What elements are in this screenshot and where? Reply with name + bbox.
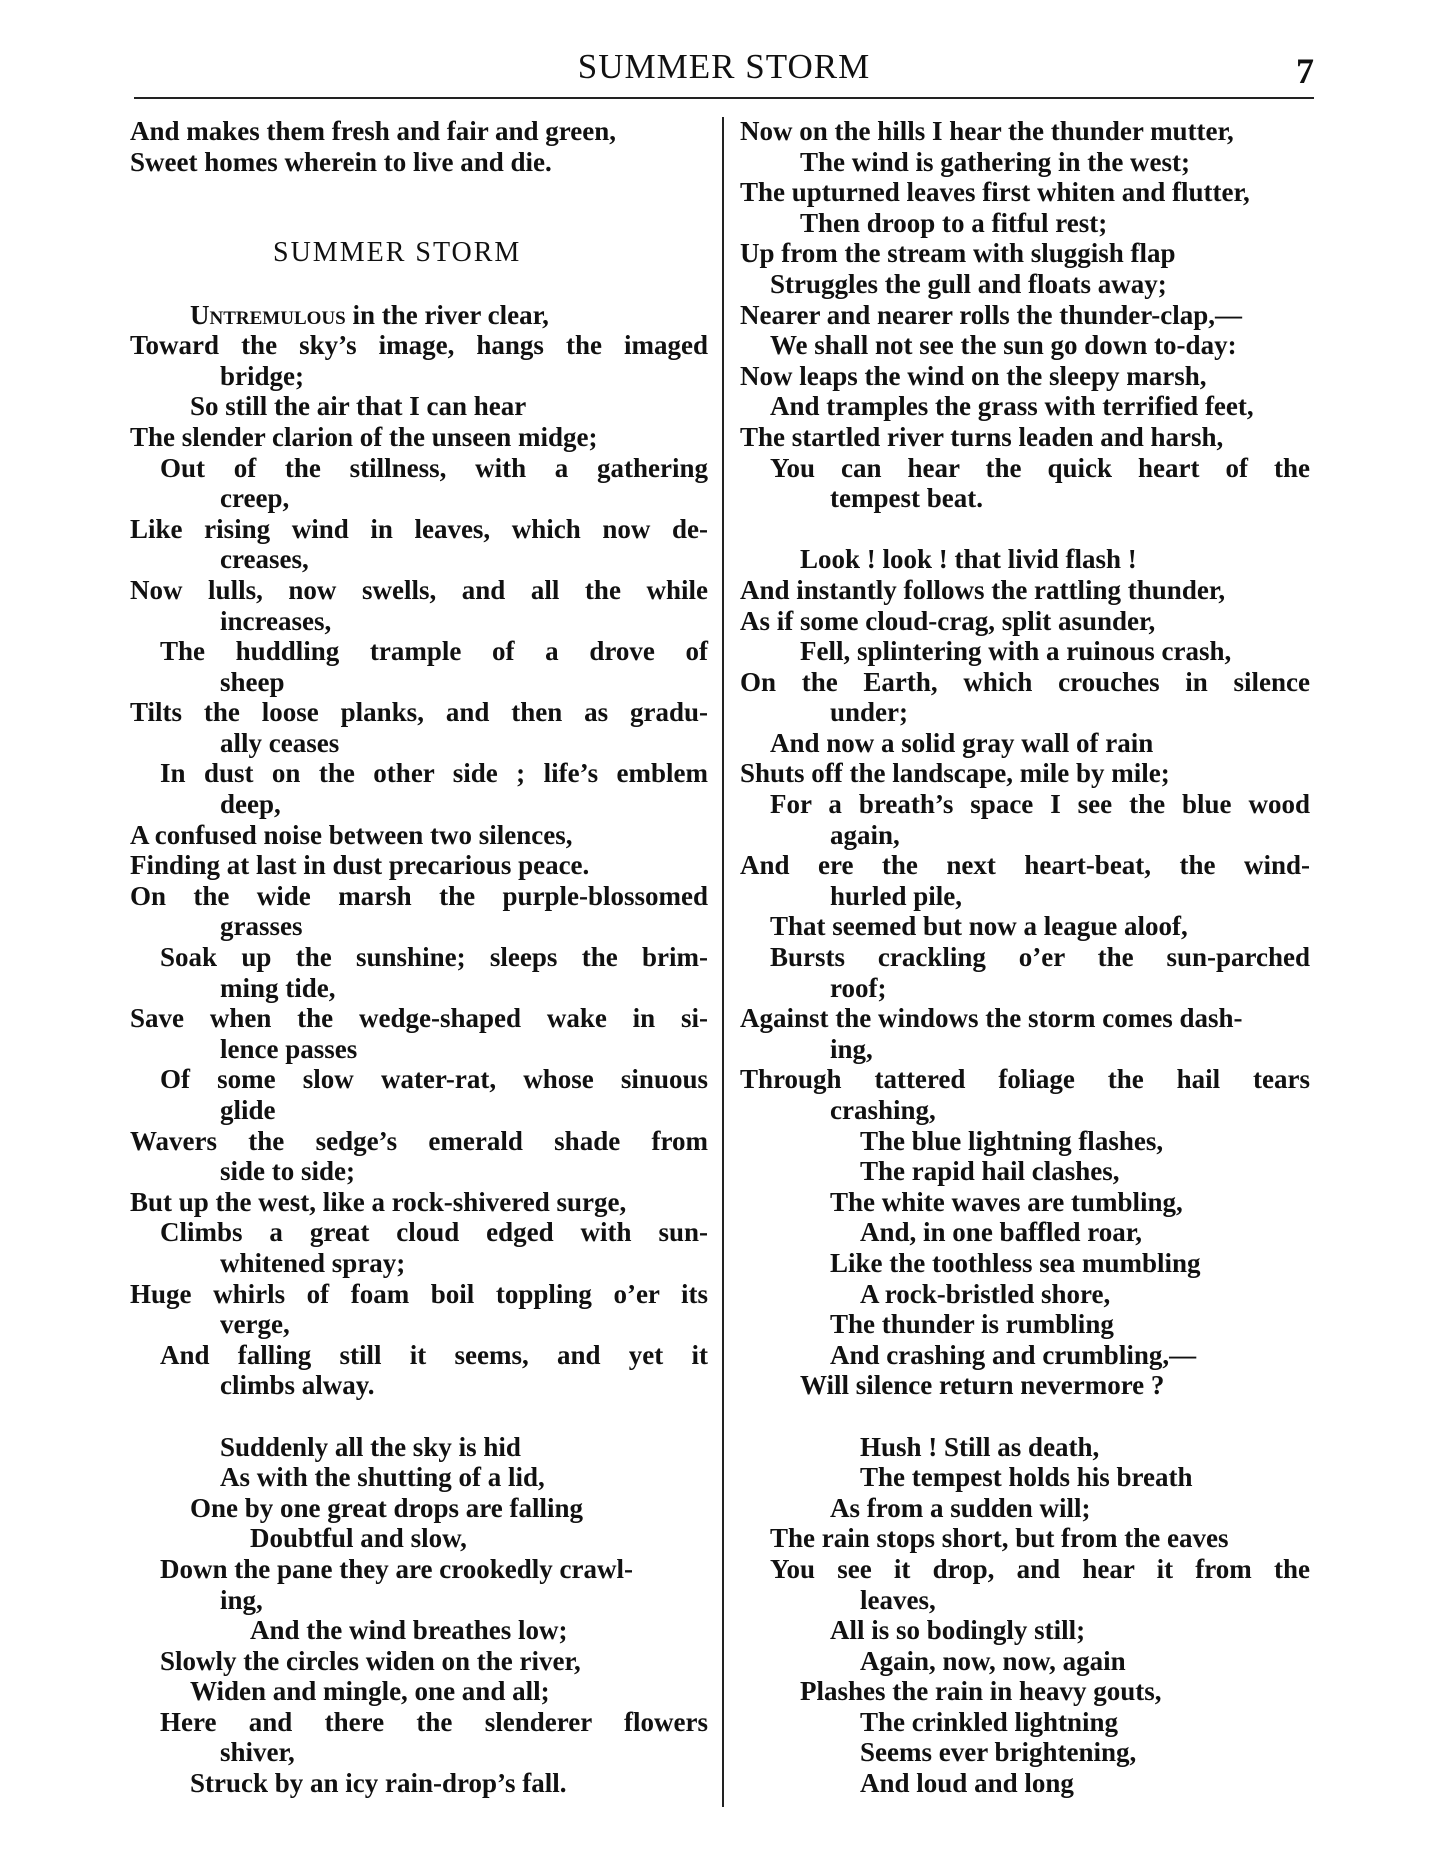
verse-line: The crinkled lightning: [860, 1706, 1119, 1737]
verse-line: Up from the stream with sluggish flap: [740, 238, 1176, 269]
column-divider: [722, 117, 724, 1807]
verse-line: side to side;: [220, 1156, 355, 1187]
verse-line: As from a sudden will;: [830, 1492, 1091, 1523]
verse-line: A rock-bristled shore,: [860, 1278, 1111, 1309]
verse-line: The rapid hail clashes,: [860, 1156, 1120, 1187]
verse-line: And, in one baffled roar,: [860, 1217, 1143, 1248]
verse-line: Suddenly all the sky is hid: [220, 1431, 521, 1462]
verse-line: Through tattered foliage the hail tears: [740, 1064, 1310, 1095]
verse-line: The thunder is rumbling: [830, 1309, 1114, 1340]
verse-line: ing,: [830, 1033, 873, 1064]
verse-line: whitened spray;: [220, 1247, 406, 1278]
verse-line: creases,: [220, 544, 309, 575]
verse-line: Toward the sky’s image, hangs the imaged: [130, 330, 708, 361]
verse-line: The white waves are tumbling,: [830, 1186, 1183, 1217]
verse-line: tempest beat.: [830, 483, 983, 514]
verse-line: shiver,: [220, 1737, 295, 1768]
verse-line: And makes them fresh and fair and green,: [130, 116, 617, 146]
verse-line: climbs alway.: [220, 1370, 375, 1401]
verse-line: Widen and mingle, one and all;: [190, 1676, 550, 1707]
verse-line: Struggles the gull and floats away;: [770, 268, 1167, 299]
verse-line: For a breath’s space I see the blue wood: [770, 789, 1310, 820]
verse-line: The blue lightning flashes,: [860, 1125, 1164, 1156]
verse-line: Fell, splintering with a ruinous crash,: [800, 636, 1232, 667]
verse-line: And ere the next heart-beat, the wind-: [740, 850, 1310, 881]
verse-line: Against the windows the storm comes dash-: [740, 1003, 1243, 1034]
verse-line: Bursts crackling o’er the sun-parched: [770, 942, 1310, 973]
verse-line: Soak up the sunshine; sleeps the brim-: [160, 942, 708, 973]
verse-line: Will silence return nevermore ?: [800, 1370, 1165, 1401]
verse-line: The upturned leaves first whiten and flutter,: [740, 177, 1250, 208]
page-number: 7: [1296, 51, 1314, 91]
verse-line: We shall not see the sun go down to-day:: [770, 330, 1237, 361]
page-header: [134, 44, 1314, 90]
verse-line: Here and there the slenderer flowers: [160, 1706, 708, 1737]
opening-word: Untremulous: [190, 299, 346, 330]
verse-line: Doubtful and slow,: [250, 1523, 467, 1554]
verse-line: again,: [830, 819, 900, 850]
right-column: [740, 116, 1310, 1799]
verse-line: So still the air that I can hear: [190, 391, 527, 422]
verse-line: You see it drop, and hear it from the: [770, 1553, 1310, 1584]
verse-line: Wavers the sedge’s emerald shade from: [130, 1125, 708, 1156]
verse-line: verge,: [220, 1309, 290, 1340]
verse-line: On the Earth, which crouches in silence: [740, 666, 1310, 697]
verse-line: roof;: [830, 972, 887, 1003]
verse-line: That seemed but now a league aloof,: [770, 911, 1188, 942]
verse-line: On the wide marsh the purple-blossomed: [130, 880, 708, 911]
verse-line: lence passes: [220, 1033, 358, 1064]
header-rule: [134, 97, 1314, 99]
verse-line: Nearer and nearer rolls the thunder-clap,—: [740, 299, 1242, 330]
verse-line: As with the shutting of a lid,: [220, 1462, 545, 1493]
verse-line: bridge;: [220, 360, 304, 391]
verse-line: Like rising wind in leaves, which now de-: [130, 513, 708, 544]
verse-line: Huge whirls of foam boil toppling o’er its: [130, 1278, 708, 1309]
verse-line: Save when the wedge-shaped wake in si-: [130, 1003, 708, 1034]
verse-line: ally ceases: [220, 727, 340, 758]
verse-line: And now a solid gray wall of rain: [770, 727, 1154, 758]
verse-line: glide: [220, 1095, 276, 1125]
verse-line: creep,: [220, 483, 290, 514]
verse-line: The wind is gathering in the west;: [800, 146, 1191, 177]
verse-line: grasses: [220, 911, 303, 942]
verse-line: And falling still it seems, and yet it: [160, 1339, 708, 1370]
verse-line: Climbs a great cloud edged with sun-: [160, 1217, 708, 1248]
verse-line: hurled pile,: [830, 880, 963, 911]
verse-line: deep,: [220, 789, 281, 820]
verse-line: And tramples the grass with terrified feet,: [770, 391, 1254, 422]
verse-line: Untremulous in the river clear,: [190, 299, 549, 330]
verse-line: under;: [830, 697, 909, 728]
verse-line: Now lulls, now swells, and all the while: [130, 574, 708, 605]
running-head: SUMMER STORM: [577, 47, 871, 86]
verse-line: ing,: [220, 1584, 263, 1615]
verse-line: And crashing and crumbling,—: [830, 1339, 1197, 1370]
verse-line: The rain stops short, but from the eaves: [770, 1523, 1229, 1554]
verse-line: Shuts off the landscape, mile by mile;: [740, 758, 1170, 789]
verse-line: But up the west, like a rock-shivered surge,: [130, 1186, 627, 1217]
verse-line: All is so bodingly still;: [830, 1615, 1086, 1646]
verse-line: One by one great drops are falling: [190, 1492, 584, 1523]
verse-line: And loud and long: [860, 1768, 1074, 1799]
verse-line: Of some slow water-rat, whose sinuous: [160, 1064, 708, 1095]
verse-line: And instantly follows the rattling thunder,: [740, 574, 1226, 605]
verse-line: Hush ! Still as death,: [860, 1431, 1100, 1462]
verse-line: The tempest holds his breath: [860, 1462, 1193, 1493]
verse-line: Sweet homes wherein to live and die.: [130, 146, 552, 177]
verse-line: sheep: [220, 666, 285, 697]
verse-line: Finding at last in dust precarious peace.: [130, 850, 590, 881]
verse-line: Now on the hills I hear the thunder mutter,: [740, 116, 1234, 146]
poem-title: SUMMER STORM: [273, 237, 522, 269]
verse-line: The startled river turns leaden and harsh,: [740, 421, 1224, 452]
verse-line: Again, now, now, again: [860, 1645, 1126, 1676]
verse-line: Then droop to a fitful rest;: [800, 207, 1108, 238]
verse-line: As if some cloud-crag, split asunder,: [740, 605, 1156, 636]
verse-line: increases,: [220, 605, 332, 636]
verse-line: The huddling trample of a drove of: [160, 636, 708, 667]
verse-line: Down the pane they are crookedly crawl-: [160, 1553, 633, 1584]
verse-line: You can hear the quick heart of the: [770, 452, 1310, 483]
verse-line: The slender clarion of the unseen midge;: [130, 421, 598, 452]
verse-line: Now leaps the wind on the sleepy marsh,: [740, 360, 1207, 391]
verse-line: ming tide,: [220, 972, 336, 1003]
verse-line: Seems ever brightening,: [860, 1737, 1137, 1768]
left-column: [130, 116, 708, 1799]
verse-line: Look ! look ! that livid flash !: [800, 544, 1137, 575]
verse-line: And the wind breathes low;: [250, 1615, 568, 1646]
verse-line: A confused noise between two silences,: [130, 819, 573, 850]
verse-line: Plashes the rain in heavy gouts,: [800, 1676, 1162, 1707]
verse-line: leaves,: [860, 1584, 936, 1615]
verse-line: Out of the stillness, with a gathering: [160, 452, 708, 483]
verse-line: crashing,: [830, 1095, 936, 1125]
verse-line: Slowly the circles widen on the river,: [160, 1645, 581, 1676]
verse-line: Struck by an icy rain-drop’s fall.: [190, 1768, 567, 1799]
verse-line: Like the toothless sea mumbling: [830, 1247, 1201, 1278]
verse-line: In dust on the other side ; life’s emblem: [160, 758, 708, 789]
verse-line: Tilts the loose planks, and then as gradu-: [130, 697, 708, 728]
